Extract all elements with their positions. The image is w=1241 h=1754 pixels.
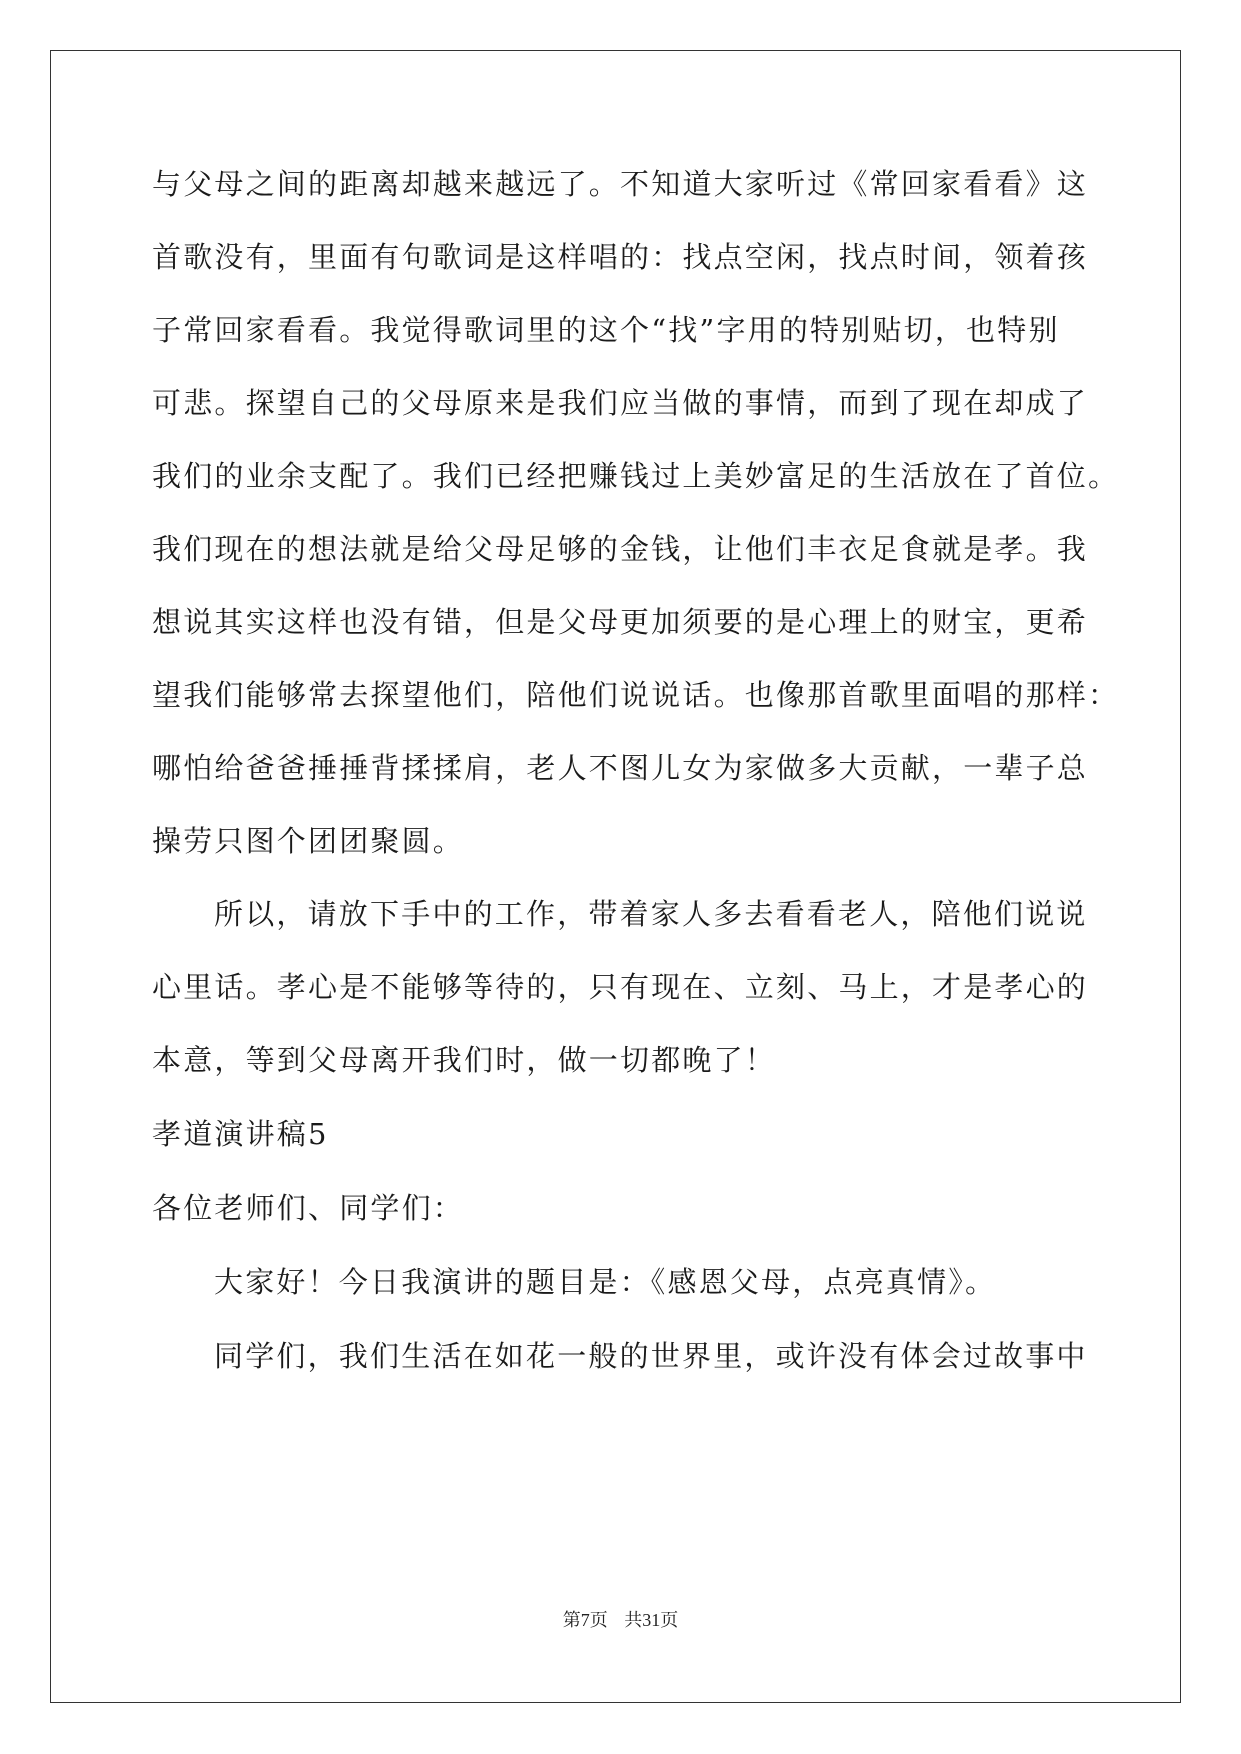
paragraph-line: 大家好！今日我演讲的题目是：《感恩父母，点亮真情》。 — [214, 1265, 997, 1299]
paragraph-line: 可悲。探望自己的父母原来是我们应当做的事情，而到了现在却成了 — [152, 386, 1089, 420]
paragraph-line: 哪怕给爸爸捶捶背揉揉肩，老人不图儿女为家做多大贡献，一辈子总 — [152, 751, 1089, 785]
paragraph-line: 望我们能够常去探望他们，陪他们说说话。也像那首歌里面唱的那样： — [152, 678, 1120, 712]
paragraph-line: 我们现在的想法就是给父母足够的金钱，让他们丰衣足食就是孝。我 — [152, 532, 1089, 566]
paragraph-line: 子常回家看看。我觉得歌词里的这个“找”字用的特别贴切，也特别 — [152, 313, 1060, 347]
paragraph-line: 心里话。孝心是不能够等待的，只有现在、立刻、马上，才是孝心的 — [152, 970, 1089, 1004]
paragraph-line: 首歌没有，里面有句歌词是这样唱的：找点空闲，找点时间，领着孩 — [152, 240, 1089, 274]
salutation-line: 各位老师们、同学们： — [152, 1191, 465, 1225]
page-total: 共31页 — [624, 1610, 679, 1630]
paragraph-line: 操劳只图个团团聚圆。 — [152, 824, 465, 858]
page-footer — [0, 1606, 1241, 1632]
page-number: 第7页 — [562, 1610, 608, 1630]
page-border — [50, 50, 1181, 1703]
paragraph-line: 本意，等到父母离开我们时，做一切都晚了！ — [152, 1043, 777, 1077]
section-heading: 孝道演讲稿5 — [152, 1117, 329, 1151]
paragraph-line: 与父母之间的距离却越来越远了。不知道大家听过《常回家看看》这 — [152, 167, 1089, 201]
paragraph-line: 我们的业余支配了。我们已经把赚钱过上美妙富足的生活放在了首位。 — [152, 459, 1120, 493]
paragraph-line: 所以，请放下手中的工作，带着家人多去看看老人，陪他们说说 — [214, 897, 1088, 931]
paragraph-line: 想说其实这样也没有错，但是父母更加须要的是心理上的财宝，更希 — [152, 605, 1089, 639]
paragraph-line: 同学们，我们生活在如花一般的世界里，或许没有体会过故事中 — [214, 1339, 1088, 1373]
